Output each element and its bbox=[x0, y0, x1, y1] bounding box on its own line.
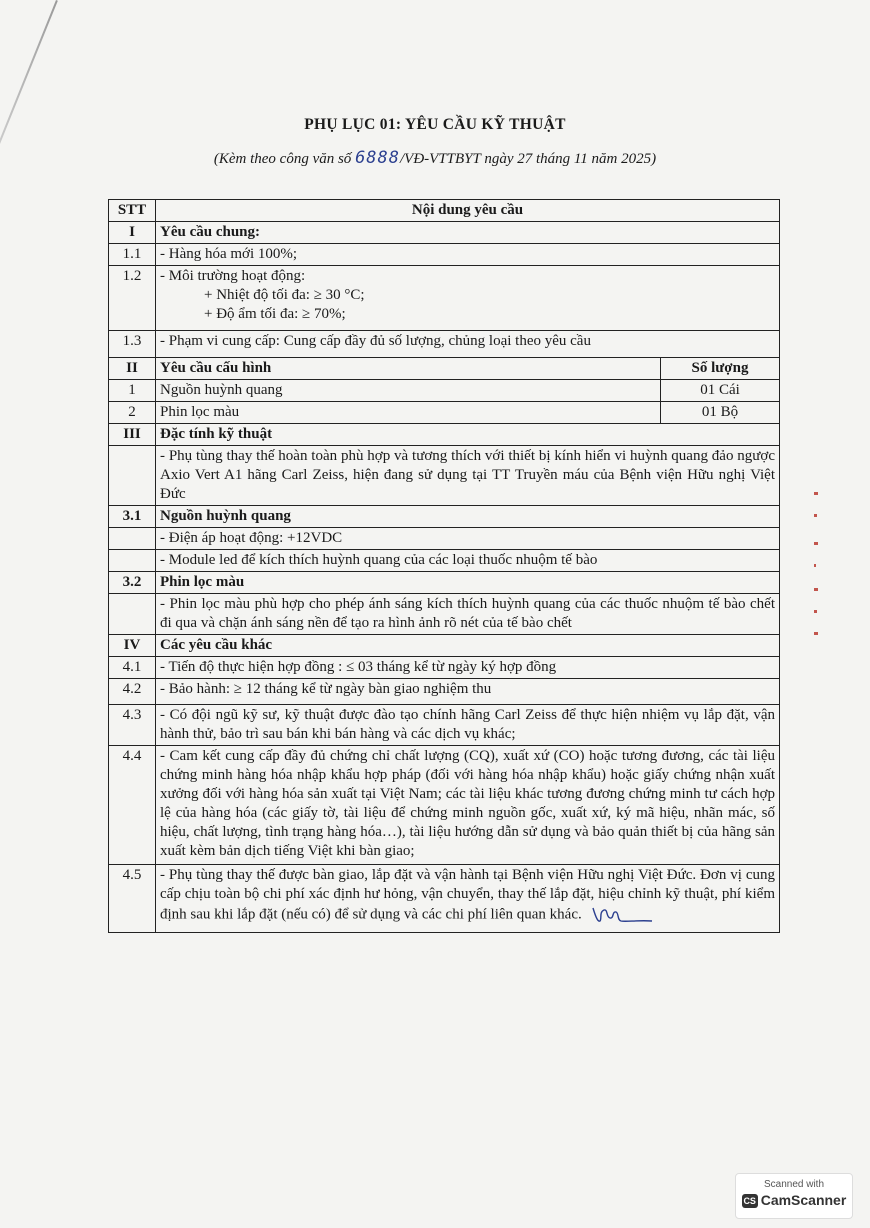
section-number: II bbox=[109, 358, 156, 380]
row-text: - Hàng hóa mới 100%; bbox=[156, 244, 780, 266]
row-number: 4.2 bbox=[109, 679, 156, 705]
handwritten-doc-number: 6888 bbox=[355, 148, 401, 168]
watermark-brand-name: CamScanner bbox=[760, 1192, 847, 1208]
requirements-table bbox=[108, 199, 780, 933]
subsection-row bbox=[109, 572, 780, 594]
section-number: IV bbox=[109, 635, 156, 657]
row-number: 3.2 bbox=[109, 572, 156, 594]
row-text: - Phụ tùng thay thế được bàn giao, lắp đặt và vận hành tại Bệnh viện Hữu nghị Việt Đức. Đơn vị cung cấp chịu toàn bộ chi phí xác định hư hỏng, vận chuyển, thay thế lắp đặt, hiệu chỉnh kỹ thuật, phí kiểm định sau khi lắp đặt (nếu có) để sử dụng và các chi phí liên quan khác. bbox=[160, 867, 775, 923]
subtitle-prefix: (Kèm theo công văn số bbox=[213, 151, 352, 167]
row-text: - Phạm vi cung cấp: Cung cấp đầy đủ số lượng, chủng loại theo yêu cầu bbox=[156, 331, 780, 358]
row-number: 1.3 bbox=[109, 331, 156, 358]
table-row bbox=[109, 705, 780, 746]
table-row bbox=[109, 865, 780, 933]
table-row bbox=[109, 679, 780, 705]
row-text: - Điện áp hoạt động: +12VDC bbox=[156, 528, 780, 550]
table-row bbox=[109, 550, 780, 572]
table-row bbox=[109, 266, 780, 331]
row-number: 2 bbox=[109, 402, 156, 424]
row-text: - Môi trường hoạt động: bbox=[160, 268, 306, 284]
subsection-title: Phin lọc màu bbox=[156, 572, 780, 594]
row-qty: 01 Cái bbox=[661, 380, 780, 402]
subsection-title: Nguồn huỳnh quang bbox=[156, 506, 780, 528]
table-row bbox=[109, 657, 780, 679]
subtitle-suffix: /VĐ-VTTBYT ngày 27 tháng 11 năm 2025) bbox=[400, 151, 657, 167]
section-title: Yêu cầu chung: bbox=[156, 222, 780, 244]
row-text: Nguồn huỳnh quang bbox=[156, 380, 661, 402]
row-text: - Phụ tùng thay thế hoàn toàn phù hợp và tương thích với thiết bị kính hiển vi huỳnh quang đảo ngược Axio Vert A1 hãng Carl Zeiss, hiện đang sử dụng tại TT Truyền máu của Bệnh viện Hữu nghị Việt Đức bbox=[156, 446, 780, 506]
section-row bbox=[109, 222, 780, 244]
watermark-brand bbox=[736, 1192, 852, 1208]
table-row bbox=[109, 594, 780, 635]
table-row bbox=[109, 380, 780, 402]
camscanner-logo-icon: CS bbox=[743, 1196, 756, 1206]
row-subitem: + Nhiệt độ tối đa: ≥ 30 °C; bbox=[204, 287, 365, 303]
table-row bbox=[109, 331, 780, 358]
row-number: 3.1 bbox=[109, 506, 156, 528]
row-subitem: + Độ ẩm tối đa: ≥ 70%; bbox=[204, 306, 346, 322]
row-qty: 01 Bộ bbox=[661, 402, 780, 424]
camscanner-watermark bbox=[735, 1173, 853, 1219]
section-row bbox=[109, 635, 780, 657]
table-row bbox=[109, 402, 780, 424]
row-text-block bbox=[156, 266, 780, 331]
section-title: Yêu cầu cấu hình bbox=[156, 358, 661, 380]
row-number: 4.1 bbox=[109, 657, 156, 679]
row-number: 4.3 bbox=[109, 705, 156, 746]
row-text: - Có đội ngũ kỹ sư, kỹ thuật được đào tạo chính hãng Carl Zeiss để thực hiện nhiệm vụ lắp đặt, vận hành thử, bảo trì sau bán khi bán hàng và các dịch vụ khác; bbox=[156, 705, 780, 746]
table-row bbox=[109, 244, 780, 266]
row-number: 4.4 bbox=[109, 746, 156, 865]
row-text: - Cam kết cung cấp đầy đủ chứng chỉ chất lượng (CQ), xuất xứ (CO) hoặc tương đương, các tài liệu chứng minh hàng hóa nhập khẩu hợp pháp (đối với hàng hóa nhập khẩu) hoặc giấy chứng nhận xuất xưởng đối với hàng hóa sản xuất tại Việt Nam; các tài liệu khác tương đương chứng minh tư cách hợp lệ của hàng hóa (các giấy tờ, tài liệu để chứng minh nguồn gốc, xuất xứ, ký mã hiệu, nhãn mác, số hiệu, chất lượng, tình trạng hàng hóa…), tài liệu hướng dẫn sử dụng và bảo quản thiết bị của hãng sản xuất kèm bản dịch tiếng Việt khi bàn giao; bbox=[156, 746, 780, 865]
header-content: Nội dung yêu cầu bbox=[156, 200, 780, 222]
table-header-row bbox=[109, 200, 780, 222]
header-qty: Số lượng bbox=[661, 358, 780, 380]
row-text: - Phin lọc màu phù hợp cho phép ánh sáng kích thích huỳnh quang của các thuốc nhuộm tế bào chết đi qua và chặn ánh sáng nền để tạo ra hình ảnh rõ nét của tế bào chết bbox=[156, 594, 780, 635]
table-row bbox=[109, 446, 780, 506]
table-row bbox=[109, 528, 780, 550]
edge-stain-marks bbox=[814, 492, 820, 642]
section-title: Đặc tính kỹ thuật bbox=[156, 424, 780, 446]
signature-mark bbox=[590, 904, 654, 926]
row-text: - Tiến độ thực hiện hợp đồng : ≤ 03 tháng kể từ ngày ký hợp đồng bbox=[156, 657, 780, 679]
row-number: 1 bbox=[109, 380, 156, 402]
subsection-row bbox=[109, 506, 780, 528]
table-row bbox=[109, 746, 780, 865]
row-number: 4.5 bbox=[109, 865, 156, 933]
row-number: 1.2 bbox=[109, 266, 156, 331]
row-text: Phin lọc màu bbox=[156, 402, 661, 424]
page-fold-shadow bbox=[0, 0, 58, 158]
section-row bbox=[109, 424, 780, 446]
row-text: - Bảo hành: ≥ 12 tháng kể từ ngày bàn giao nghiệm thu bbox=[156, 679, 780, 705]
row-text-block bbox=[156, 865, 780, 933]
page-title: PHỤ LỤC 01: YÊU CẦU KỸ THUẬT bbox=[304, 116, 566, 133]
header-stt: STT bbox=[109, 200, 156, 222]
watermark-caption: Scanned with bbox=[763, 1179, 825, 1190]
row-number: 1.1 bbox=[109, 244, 156, 266]
section-row bbox=[109, 358, 780, 380]
section-number: III bbox=[109, 424, 156, 446]
section-number: I bbox=[109, 222, 156, 244]
section-title: Các yêu cầu khác bbox=[156, 635, 780, 657]
page-subtitle bbox=[0, 148, 870, 168]
row-text: - Module led để kích thích huỳnh quang của các loại thuốc nhuộm tế bào bbox=[156, 550, 780, 572]
